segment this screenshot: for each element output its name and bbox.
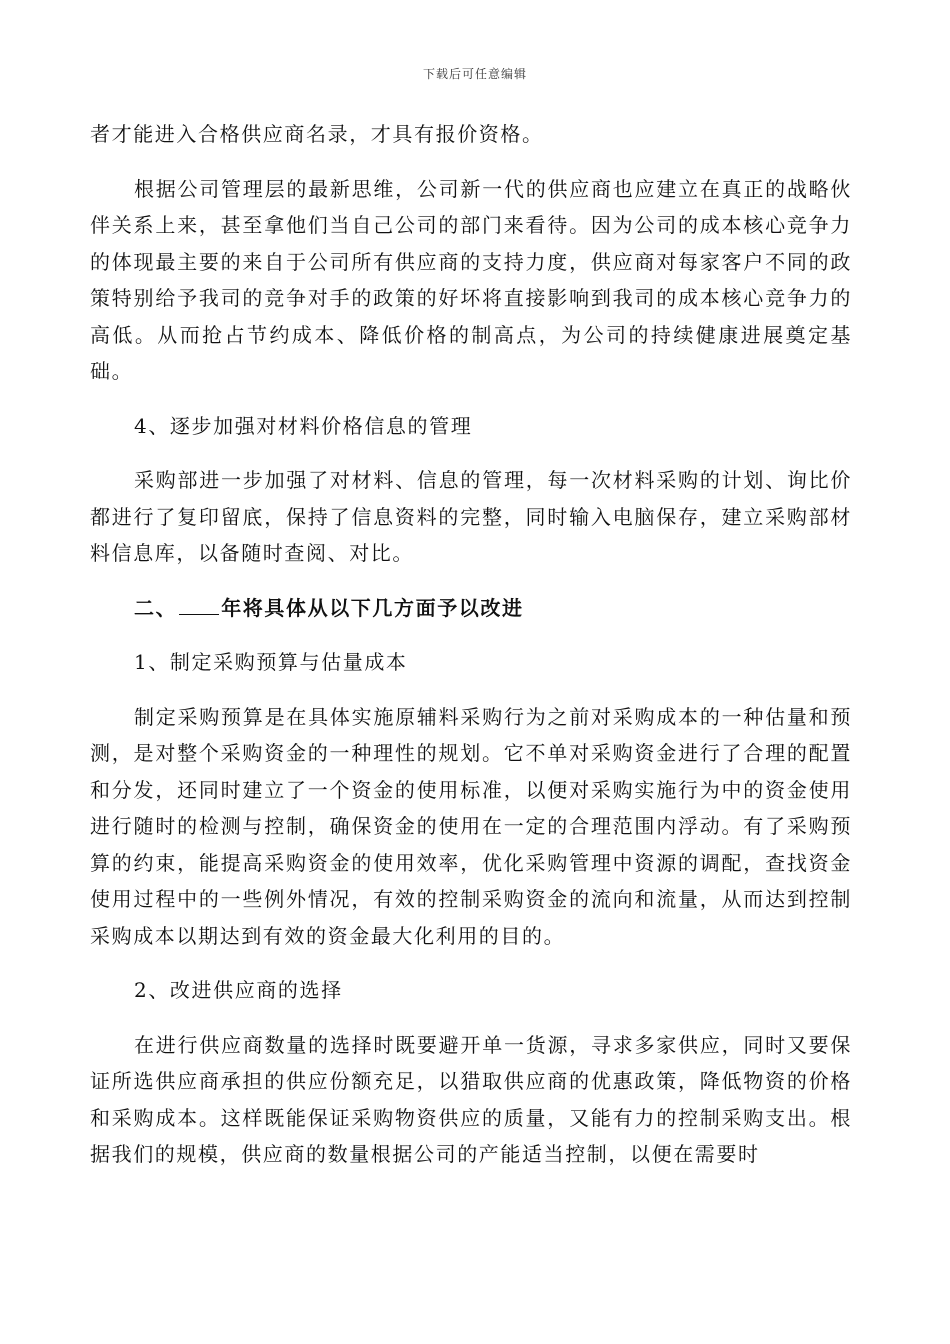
paragraph-7: 制定采购预算是在具体实施原辅料采购行为之前对采购成本的一种估量和预测，是对整个采购资金的一种理性的规划。它不单对采购资金进行了合理的配置和分发，还同时建立了一个资金的使用标准，以便对采购实施行为中的资金使用进行随时的检测与控制，确保资金的使用在一定的合理范围内浮动。有了采购预算的约束，能提高采购资金的使用效率，优化采购管理中资源的调配，查找资金使用过程中的一些例外情况，有效的控制采购资金的流向和流量，从而达到控制采购成本以期达到有效的资金最大化利用的目的。 [90, 704, 852, 948]
paragraph-4: 采购部进一步加强了对材料、信息的管理，每一次材料采购的计划、询比价都进行了复印留底，保持了信息资料的完整，同时输入电脑保存，建立采购部材料信息库，以备随时查阅、对比。 [90, 468, 852, 565]
section-heading-suffix: 年将具体从以下几方面予以改进 [221, 595, 524, 620]
subheading-4: 4、逐步加强对材料价格信息的管理 [134, 413, 473, 438]
paragraph-9: 在进行供应商数量的选择时既要避开单一货源，寻求多家供应，同时又要保证所选供应商承担的供应份额充足，以猎取供应商的优惠政策，降低物资的价格和采购成本。这样既能保证采购物资供应的质量，又能有力的控制采购支出。根据我们的规模，供应商的数量根据公司的产能适当控制，以便在需要时 [90, 1032, 852, 1166]
blank-underline [179, 596, 219, 615]
paragraph-2: 根据公司管理层的最新思维，公司新一代的供应商也应建立在真正的战略伙伴关系上来，甚至拿他们当自己公司的部门来看待。因为公司的成本核心竞争力的体现最主要的来自于公司所有供应商的支持力度，供应商对每家客户不同的政策特别给予我司的竞争对手的政策的好坏将直接影响到我司的成本核心竞争力的高低。从而抢占节约成本、降低价格的制高点，为公司的持续健康进展奠定基础。 [90, 176, 852, 383]
subheading-2: 2、改进供应商的选择 [134, 978, 343, 1002]
document-body [90, 116, 852, 1173]
section-heading-2 [90, 590, 852, 627]
paragraph-1: 者才能进入合格供应商名录，才具有报价资格。 [90, 122, 544, 146]
page-header: 下载后可任意编辑 [422, 67, 527, 81]
subheading-1: 1、制定采购预算与估量成本 [134, 650, 408, 674]
section-heading-prefix: 二、 [134, 595, 178, 620]
